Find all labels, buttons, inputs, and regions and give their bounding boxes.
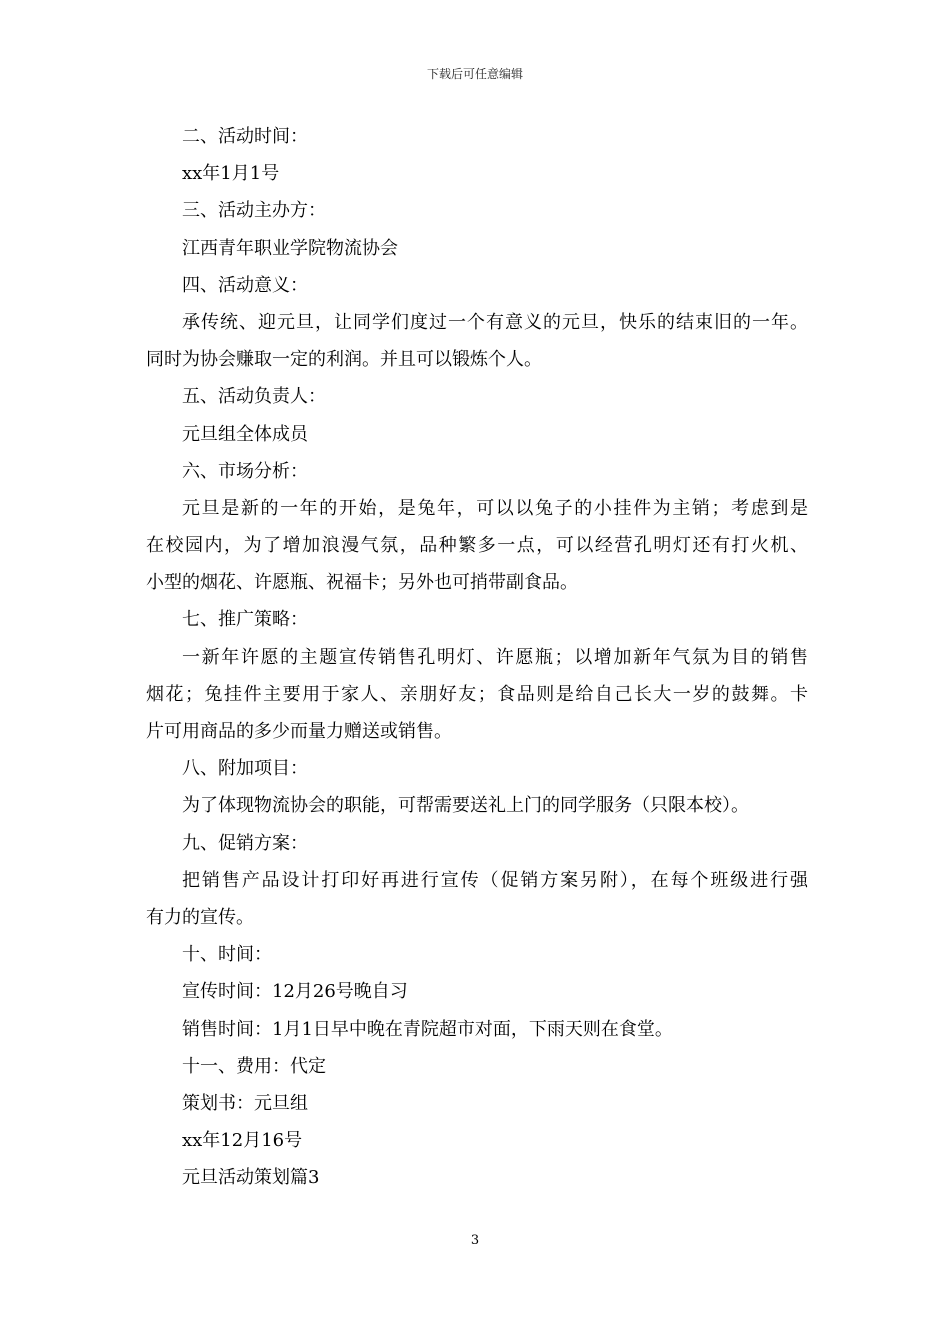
organizer-name: 江西青年职业学院物流协会 bbox=[182, 237, 398, 259]
page-header-note: 下载后可任意编辑 bbox=[426, 67, 523, 81]
section-heading-cost: 十一、费用：代定 bbox=[182, 1055, 326, 1077]
paragraph-line: 把销售产品设计打印好再进行宣传（促销方案另附），在每个班级进行强 bbox=[182, 869, 808, 891]
section-heading-promotion: 七、推广策略： bbox=[182, 609, 308, 631]
page-number: 3 bbox=[470, 1233, 480, 1248]
section-heading-sales-plan: 九、促销方案： bbox=[182, 832, 308, 854]
section-heading-organizer: 三、活动主办方： bbox=[182, 200, 326, 222]
plan-author: 策划书：元旦组 bbox=[182, 1092, 308, 1114]
section-heading-schedule: 十、时间： bbox=[182, 944, 272, 966]
paragraph-line: 小型的烟花、许愿瓶、祝福卡；另外也可捎带副食品。 bbox=[146, 572, 578, 594]
paragraph-line: 承传统、迎元旦，让同学们度过一个有意义的元旦，快乐的结束旧的一年。 bbox=[182, 311, 808, 333]
sales-time: 销售时间：1月1日早中晚在青院超市对面，下雨天则在食堂。 bbox=[182, 1018, 673, 1040]
section-heading-time: 二、活动时间： bbox=[182, 126, 308, 147]
paragraph-line: 元旦是新的一年的开始，是兔年，可以以兔子的小挂件为主销；考虑到是 bbox=[182, 497, 808, 519]
paragraph-line: 一新年许愿的主题宣传销售孔明灯、许愿瓶；以增加新年气氛为目的销售 bbox=[182, 646, 808, 668]
paragraph-line: 为了体现物流协会的职能，可帮需要送礼上门的同学服务（只限本校）。 bbox=[182, 795, 749, 817]
paragraph-line: 有力的宣传。 bbox=[146, 906, 254, 928]
paragraph-line: 烟花；兔挂件主要用于家人、亲朋好友；食品则是给自己长大一岁的鼓舞。卡 bbox=[146, 683, 808, 705]
next-section-title: 元旦活动策划篇3 bbox=[182, 1167, 320, 1189]
responsible-group: 元旦组全体成员 bbox=[182, 423, 308, 445]
section-heading-responsible: 五、活动负责人： bbox=[182, 386, 326, 408]
document-body bbox=[146, 118, 808, 1196]
paragraph-line: 同时为协会赚取一定的利润。并且可以锻炼个人。 bbox=[146, 349, 542, 371]
section-heading-market: 六、市场分析： bbox=[182, 460, 308, 482]
promotion-time: 宣传时间：12月26号晚自习 bbox=[182, 981, 408, 1003]
activity-date: xx年1月1号 bbox=[182, 163, 280, 185]
plan-date: xx年12月16号 bbox=[182, 1130, 303, 1152]
section-heading-extra: 八、附加项目： bbox=[182, 758, 308, 780]
paragraph-line: 在校园内，为了增加浪漫气氛，品种繁多一点，可以经营孔明灯还有打火机、 bbox=[146, 535, 808, 557]
paragraph-line: 片可用商品的多少而量力赠送或销售。 bbox=[146, 721, 452, 742]
section-heading-significance: 四、活动意义： bbox=[182, 274, 308, 296]
